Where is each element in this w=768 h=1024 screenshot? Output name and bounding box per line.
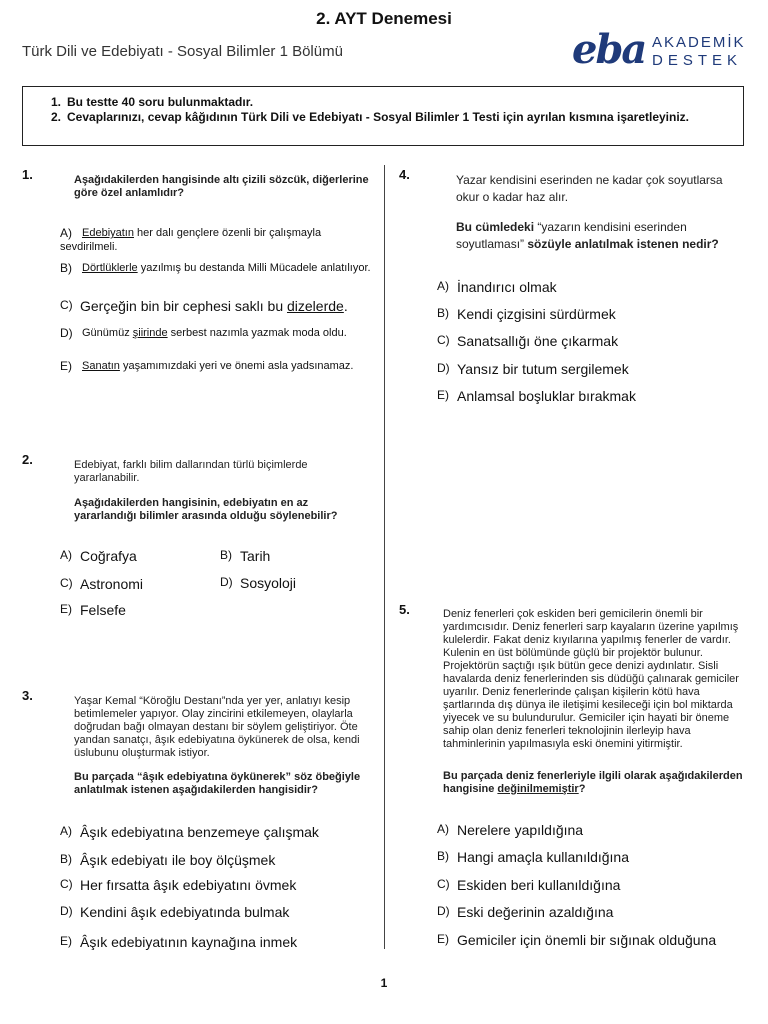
instructions-box xyxy=(22,86,744,146)
option-text: her dalı gençlere özenli bir çalışmayla sevdirilmeli. xyxy=(60,227,322,253)
question-5-option-c[interactable] xyxy=(437,877,620,893)
option-letter: B) xyxy=(220,548,232,562)
question-1-option-b[interactable] xyxy=(60,261,372,275)
option-letter: B) xyxy=(437,849,449,863)
question-4-option-a[interactable] xyxy=(437,279,557,295)
instruction-text: Cevaplarınızı, cevap kâğıdının Türk Dili ve Edebiyatı - Sosyal Bilimler 1 Testi için ayrılan kısmına işaretleyiniz. xyxy=(67,110,690,124)
option-letter: E) xyxy=(60,602,72,616)
question-3-option-a[interactable] xyxy=(60,824,319,840)
option-letter: D) xyxy=(220,575,233,589)
option-text: Felsefe xyxy=(80,602,126,618)
option-text: Günümüz xyxy=(82,327,133,339)
question-4-option-e[interactable] xyxy=(437,388,636,404)
option-letter: B) xyxy=(437,306,449,320)
underlined-word: Sanatın xyxy=(82,360,120,372)
instruction-number: 2. xyxy=(51,110,62,124)
option-letter: A) xyxy=(60,226,72,240)
option-letter: D) xyxy=(437,361,450,375)
underlined-word: şiirinde xyxy=(132,327,168,339)
question-5-number: 5. xyxy=(399,602,410,617)
question-3-intro: Yaşar Kemal “Köroğlu Destanı”nda yer yer, anlatıyı kesip betimlemeler yapıyor. Olay zincirini etkilemeyen, olaylarla doğrudan bağı olmayan destanı bir söylem geliştiriyor. Öte yandan sanatçı, âşık edebiyatına öykünerek de olsa, kendi üslubunu oluşturmak istiyor. xyxy=(74,695,360,759)
question-3-option-d[interactable] xyxy=(60,904,289,920)
question-4-option-d[interactable] xyxy=(437,361,629,377)
option-letter: E) xyxy=(437,388,449,402)
question-2-stem: Aşağıdakilerden hangisinin, edebiyatın en az yararlandığı bilimler arasında olduğu söylenebilir? xyxy=(74,497,338,522)
stem-text: sözüyle anlatılmak istenen nedir? xyxy=(524,237,719,251)
question-2-number: 2. xyxy=(22,452,33,467)
underlined-word: Edebiyatın xyxy=(82,227,134,239)
option-text: Yansız bir tutum sergilemek xyxy=(457,361,629,377)
option-letter: C) xyxy=(60,877,73,891)
option-text: Eski değerinin azaldığına xyxy=(457,904,614,920)
question-1-option-e[interactable] xyxy=(60,359,372,373)
option-letter: A) xyxy=(437,279,449,293)
option-letter: E) xyxy=(437,932,449,946)
question-5-stem xyxy=(443,770,745,796)
instruction-text: Bu testte 40 soru bulunmaktadır. xyxy=(67,95,254,109)
option-text: serbest nazımla yazmak moda oldu. xyxy=(167,327,347,339)
stem-text: ? xyxy=(578,783,586,795)
question-3-option-c[interactable] xyxy=(60,877,296,893)
option-letter: D) xyxy=(437,904,450,918)
underlined-word: dizelerde xyxy=(287,298,344,314)
question-3-number: 3. xyxy=(22,688,33,703)
question-2-option-a[interactable] xyxy=(60,548,137,564)
option-text: Tarih xyxy=(240,548,271,564)
logo-word-destek: DESTEK xyxy=(652,52,743,69)
option-letter: C) xyxy=(60,576,73,590)
stem-text: Bu parçada deniz fenerleriyle ilgili olarak aşağıdakilerden hangisine xyxy=(443,770,743,795)
question-2-option-e[interactable] xyxy=(60,602,126,618)
option-letter: C) xyxy=(437,877,450,891)
instruction-item xyxy=(51,110,733,125)
option-text: Âşık edebiyatı ile boy ölçüşmek xyxy=(80,852,276,868)
option-text: Eskiden beri kullanıldığına xyxy=(457,877,621,893)
option-letter: C) xyxy=(437,333,450,347)
question-4-stem xyxy=(456,219,746,253)
logo-mark: eba xyxy=(572,26,646,73)
question-1-option-a[interactable] xyxy=(60,226,372,254)
underlined-word: değinilmemiştir xyxy=(497,783,579,795)
instruction-item xyxy=(51,95,733,110)
question-4-number: 4. xyxy=(399,167,410,182)
option-text: Her fırsatta âşık edebiyatını övmek xyxy=(80,877,297,893)
option-letter: D) xyxy=(60,904,73,918)
question-1-stem: Aşağıdakilerden hangisinde altı çizili sözcük, diğerlerine göre özel anlamlıdır? xyxy=(74,174,369,199)
column-divider xyxy=(384,165,385,949)
option-text: Coğrafya xyxy=(80,548,137,564)
question-5-option-e[interactable] xyxy=(437,932,716,948)
question-2-option-b[interactable] xyxy=(220,548,270,564)
question-5-option-a[interactable] xyxy=(437,822,583,838)
option-text: Âşık edebiyatına benzemeye çalışmak xyxy=(80,824,319,840)
stem-quote: “yazarın kendisini eserinden soyutlaması” xyxy=(456,220,687,251)
stem-text: Bu cümledeki xyxy=(456,220,538,234)
eba-logo xyxy=(572,26,752,74)
option-text: Gerçeğin bin bir cephesi saklı bu xyxy=(80,298,287,314)
option-letter: A) xyxy=(60,548,72,562)
question-1-number: 1. xyxy=(22,167,33,182)
option-text: Hangi amaçla kullanıldığına xyxy=(457,849,629,865)
option-text: Âşık edebiyatının kaynağına inmek xyxy=(80,934,298,950)
question-4-option-c[interactable] xyxy=(437,333,618,349)
option-letter: E) xyxy=(60,934,72,948)
option-letter: B) xyxy=(60,852,72,866)
question-2-intro: Edebiyat, farklı bilim dallarından türlü biçimlerde yararlanabilir. xyxy=(74,459,308,484)
option-letter: C) xyxy=(60,298,73,312)
question-1-option-d[interactable] xyxy=(60,326,372,340)
question-5-option-d[interactable] xyxy=(437,904,613,920)
logo-word-akademik: AKADEMİK xyxy=(652,34,746,51)
question-3-stem: Bu parçada “âşık edebiyatına öykünerek” söz öbeğiyle anlatılmak istenen aşağıdakilerden hangisidir? xyxy=(74,771,361,796)
option-letter: D) xyxy=(60,326,73,340)
option-letter: A) xyxy=(437,822,449,836)
underlined-word: Dörtlüklerle xyxy=(82,262,138,274)
question-2-option-c[interactable] xyxy=(60,576,143,592)
question-2-option-d[interactable] xyxy=(220,575,296,591)
page-number: 1 xyxy=(380,976,388,990)
option-text: Astronomi xyxy=(80,576,144,592)
option-letter: A) xyxy=(60,824,72,838)
option-letter: E) xyxy=(60,359,72,373)
option-text: Kendini âşık edebiyatında bulmak xyxy=(80,904,290,920)
question-3-option-e[interactable] xyxy=(60,934,297,950)
option-text: Gemiciler için önemli bir sığınak olduğuna xyxy=(457,932,717,948)
section-subtitle: Türk Dili ve Edebiyatı - Sosyal Bilimler 1 Bölümü xyxy=(22,43,343,60)
question-4-option-b[interactable] xyxy=(437,306,616,322)
question-5-intro: Deniz fenerleri çok eskiden beri gemicilerin önemli bir yardımcısıdır. Deniz fenerleri sarp kayaların üzerine yapılmış kulelerdir. Fakat deniz kıyılarına yapılmış fenerler de vardır. Kulenin en üst bölümünde güçlü bir projektör bulunur. Projektörün saçtığı ışık bütün gece denizi aydınlatır. Sisli havalarda deniz fenerlerinden sis düdüğü çalınarak gemiciler uyarılır. Deniz fenerlerinde çalışan kişilerin kötü hava şartlarında dış dünya ile iletişimi kesileceği için bol miktarda yiyecek ve su bulundurulur. Gemiciler için hayati bir öneme sahip olan deniz fenerleri teknolojinin ilerleyip hava tahminlerinin yapılmasıyla eski önemini yitirmiştir. xyxy=(443,608,739,750)
question-1-option-c[interactable] xyxy=(60,298,348,314)
option-letter: B) xyxy=(60,261,72,275)
option-text: Kendi çizgisini sürdürmek xyxy=(457,306,616,322)
option-text: Nerelere yapıldığına xyxy=(457,822,584,838)
question-5-option-b[interactable] xyxy=(437,849,629,865)
instruction-number: 1. xyxy=(51,95,62,109)
option-text: Sanatsallığı öne çıkarmak xyxy=(457,333,619,349)
option-text: . xyxy=(343,298,348,314)
question-4-intro: Yazar kendisini eserinden ne kadar çok soyutlarsa okur o kadar haz alır. xyxy=(456,173,723,204)
option-text: yaşamımızdaki yeri ve önemi asla yadsınamaz. xyxy=(119,360,354,372)
option-text: İnandırıcı olmak xyxy=(457,279,557,295)
exam-title: 2. AYT Denemesi xyxy=(316,9,452,28)
option-text: yazılmış bu destanda Milli Mücadele anlatılıyor. xyxy=(137,262,371,274)
option-text: Sosyoloji xyxy=(240,575,297,591)
option-text: Anlamsal boşluklar bırakmak xyxy=(457,388,636,404)
question-3-option-b[interactable] xyxy=(60,852,275,868)
